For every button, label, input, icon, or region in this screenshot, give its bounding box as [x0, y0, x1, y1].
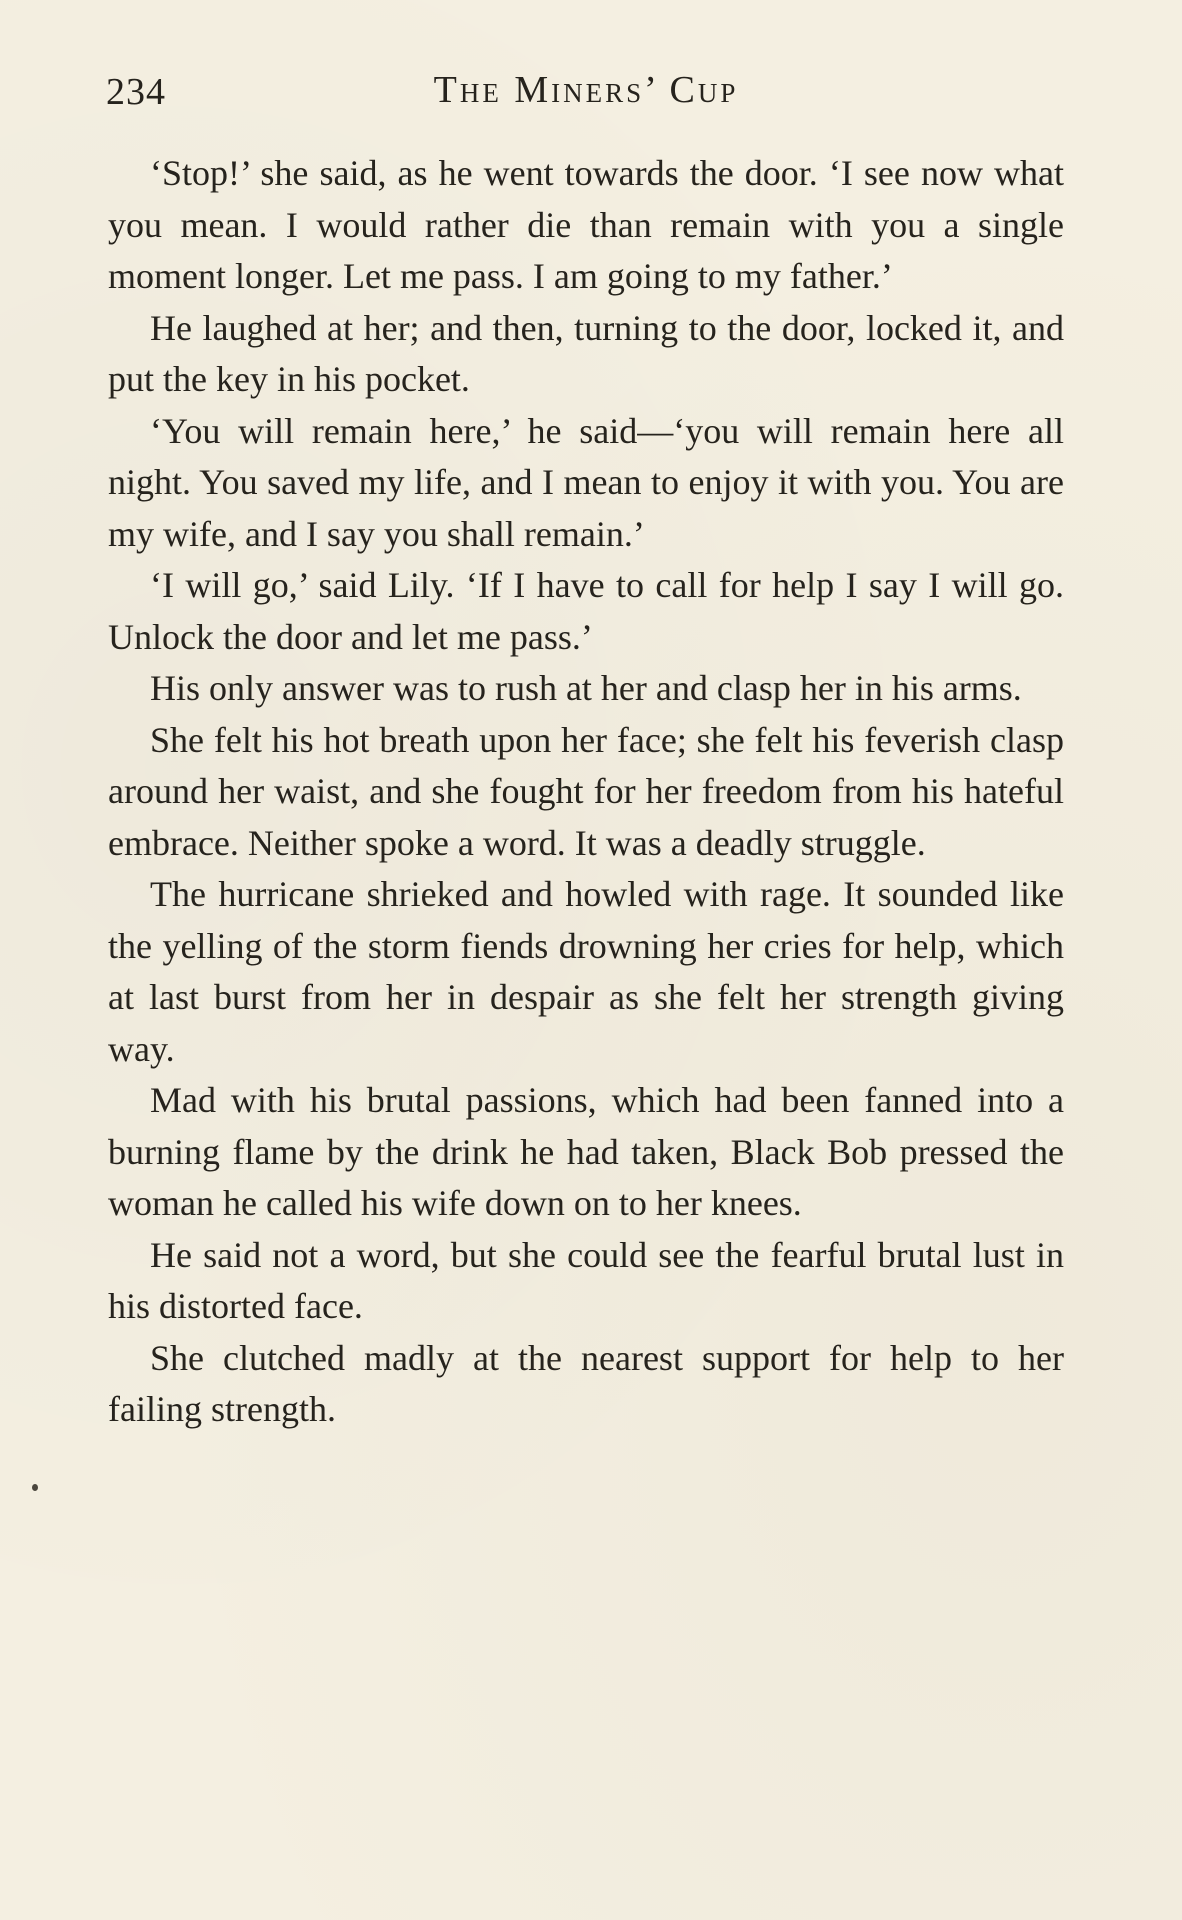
paragraph: Mad with his brutal passions, which had been fanned into a burning flame by the drink he had taken, Black Bob pressed the woman he called his wife down on to her knees. [108, 1080, 1064, 1223]
paragraph: The hurricane shrieked and howled with rage. It sounded like the yelling of the storm fiends drowning her cries for help, which at last burst from her in despair as she felt her strength giving way. [108, 874, 1064, 1069]
ink-speck [32, 1484, 38, 1491]
body-text [108, 148, 1064, 1436]
running-head: The Miners’ Cup [433, 69, 739, 111]
paragraph: His only answer was to rush at her and clasp her in his arms. [150, 668, 1022, 708]
paragraph: ‘Stop!’ she said, as he went towards the door. ‘I see now what you mean. I would rather die than remain with you a single moment longer. Let me pass. I am going to my father.’ [108, 153, 1064, 296]
paragraph: She felt his hot breath upon her face; she felt his feverish clasp around her waist, and she fought for her freedom from his hateful embrace. Neither spoke a word. It was a deadly struggle. [108, 719, 1064, 863]
paragraph: She clutched madly at the nearest support for help to her failing strength. [108, 1337, 1064, 1429]
paragraph: ‘I will go,’ said Lily. ‘If I have to call for help I say I will go. Unlock the door and let me pass.’ [108, 565, 1064, 657]
page-number: 234 [106, 71, 166, 113]
page-header [106, 62, 1066, 122]
paragraph: He laughed at her; and then, turning to the door, locked it, and put the key in his pocket. [108, 307, 1064, 399]
paragraph: He said not a word, but she could see the fearful brutal lust in his distorted face. [108, 1234, 1064, 1326]
paragraph: ‘You will remain here,’ he said—‘you will remain here all night. You saved my life, and I mean to enjoy it with you. You are my wife, and I say you shall remain.’ [108, 410, 1064, 554]
